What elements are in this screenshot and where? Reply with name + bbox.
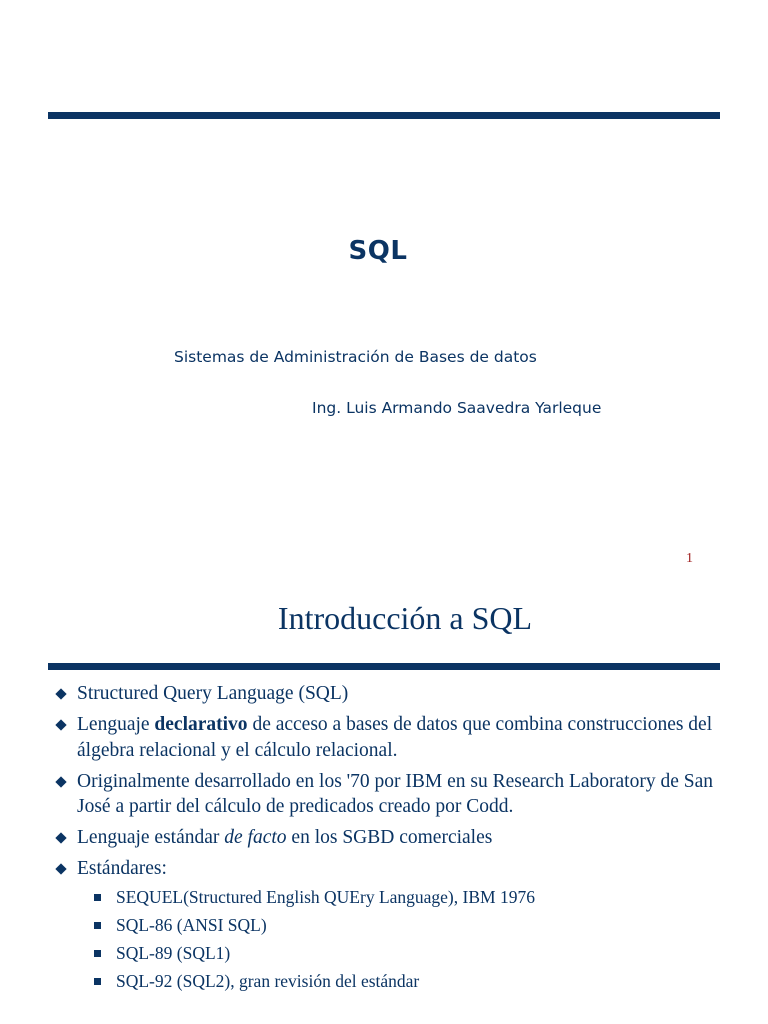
bullet-text-suffix: en los SGBD comerciales (286, 827, 493, 848)
bullet-text-suffix: de acceso a bases de datos que combina construcciones del álgebra relacional y el cálculo relacional. (77, 714, 713, 761)
sub-bullet-text: SEQUEL(Structured English QUEry Language), IBM 1976 (116, 887, 535, 907)
bullet-item (54, 825, 714, 851)
bullet-item (54, 712, 714, 763)
bullet-bold-term: declarativo (154, 714, 248, 735)
top-divider (48, 112, 720, 119)
diamond-bullet-icon (55, 719, 66, 730)
slide-1-author: Ing. Luis Armando Saavedra Yarleque (312, 399, 602, 417)
bullet-text: Estándares: (77, 858, 167, 879)
bullet-text: Originalmente desarrollado en los '70 por IBM en su Research Laboratory de San José a partir del cálculo de predicados creado por Codd. (77, 770, 713, 817)
sub-bullet-text: SQL-92 (SQL2), gran revisión del estándar (116, 971, 420, 991)
slide-1-subtitle: Sistemas de Administración de Bases de datos (174, 348, 537, 366)
slide-2-title: Introducción a SQL (277, 600, 533, 636)
sub-bullet-item (54, 883, 714, 911)
bullet-item (54, 681, 714, 707)
sub-bullet-item (54, 967, 714, 995)
square-bullet-icon (94, 950, 101, 957)
slide-1-title: SQL (348, 236, 408, 266)
bullet-text-prefix: Lenguaje estándar (77, 827, 225, 848)
sub-bullet-text: SQL-86 (ANSI SQL) (116, 915, 267, 935)
diamond-bullet-icon (55, 776, 66, 787)
sub-bullet-item (54, 939, 714, 967)
diamond-bullet-icon (55, 688, 66, 699)
title-divider (48, 663, 720, 670)
square-bullet-icon (94, 978, 101, 985)
bullet-text: Structured Query Language (SQL) (77, 683, 349, 704)
page-number: 1 (686, 551, 693, 566)
sub-bullet-item (54, 911, 714, 939)
bullet-item (54, 856, 714, 882)
bullet-italic-term: de facto (224, 827, 287, 848)
bullet-text-prefix: Lenguaje (77, 714, 155, 735)
square-bullet-icon (94, 922, 101, 929)
square-bullet-icon (94, 894, 101, 901)
sub-bullet-list (54, 883, 714, 995)
sub-bullet-text: SQL-89 (SQL1) (116, 943, 231, 963)
diamond-bullet-icon (55, 863, 66, 874)
diamond-bullet-icon (55, 832, 66, 843)
bullet-list (54, 681, 714, 995)
bullet-item (54, 769, 714, 820)
